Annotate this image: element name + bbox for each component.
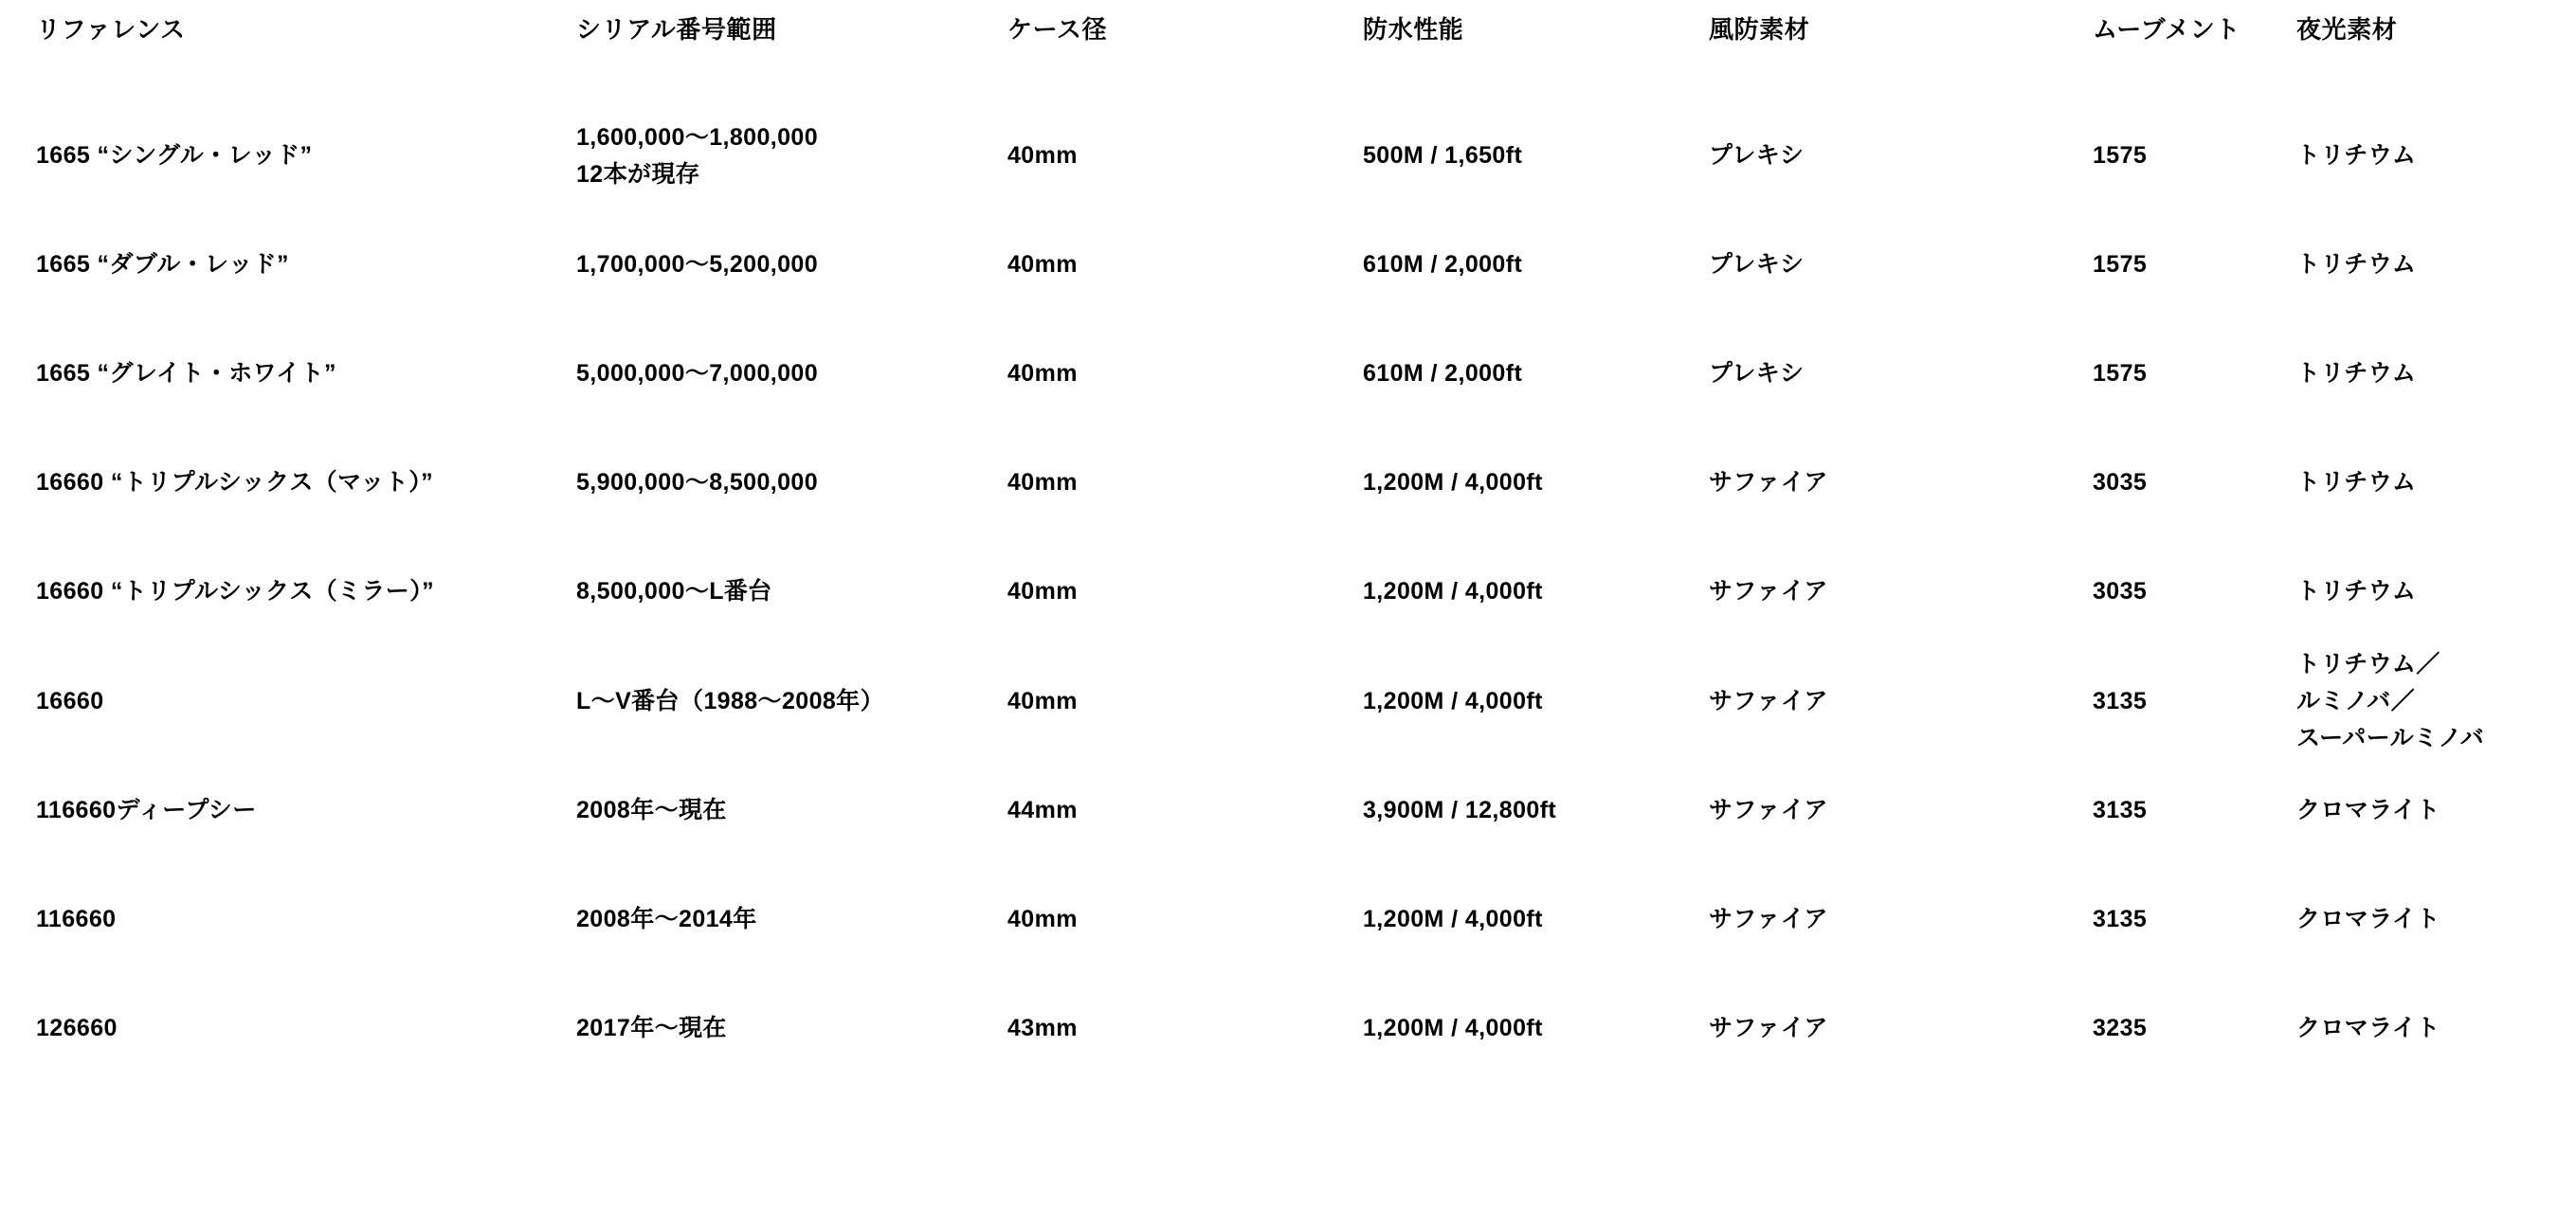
- cell-case-size: [1007, 865, 1363, 974]
- cell-line: 610M / 2,000ft: [1363, 360, 1523, 388]
- cell-line: 1,200M / 4,000ft: [1363, 1015, 1543, 1042]
- cell-case-size: [1007, 756, 1363, 865]
- cell-line: 3135: [2093, 687, 2148, 714]
- cell-movement: [2093, 101, 2296, 210]
- cell-text: [2296, 246, 2557, 283]
- cell-text: [1709, 355, 2093, 392]
- cell-reference: [36, 974, 576, 1083]
- cell-text: [1709, 901, 2093, 938]
- cell-serial-range: [576, 974, 1007, 1083]
- cell-text: [2093, 901, 2296, 938]
- cell-text: [36, 573, 576, 610]
- cell-text: [576, 901, 1007, 938]
- cell-line: 1665 “グレイト・ホワイト”: [36, 360, 336, 388]
- cell-text: [36, 246, 576, 283]
- cell-text: [1007, 246, 1363, 283]
- cell-line: 40mm: [1007, 360, 1078, 388]
- cell-text: [576, 573, 1007, 610]
- cell-text: [1363, 683, 1709, 720]
- cell-line: 1575: [2093, 360, 2148, 388]
- cell-line: 2008年〜現在: [576, 797, 727, 824]
- cell-line: 40mm: [1007, 578, 1078, 605]
- table-row: [36, 210, 2557, 319]
- cell-crystal: [1709, 865, 2093, 974]
- cell-line: 126660: [36, 1015, 118, 1042]
- cell-line: 1575: [2093, 142, 2148, 170]
- cell-serial-range: [576, 865, 1007, 974]
- cell-text: [2093, 683, 2296, 720]
- table-header-row: [36, 13, 2557, 101]
- cell-line: L〜V番台（1988〜2008年）: [576, 687, 884, 714]
- cell-serial-range: [576, 646, 1007, 756]
- cell-line: サファイア: [1709, 578, 1828, 605]
- column-header-crystal: 風防素材: [1709, 15, 1810, 44]
- cell-lume: [2296, 974, 2557, 1083]
- cell-case-size: [1007, 646, 1363, 756]
- cell-text: [2296, 1010, 2557, 1047]
- cell-text: [2093, 792, 2296, 829]
- cell-lume: [2296, 101, 2557, 210]
- cell-text: [2093, 464, 2296, 501]
- cell-serial-range: [576, 101, 1007, 210]
- cell-line: 40mm: [1007, 687, 1078, 714]
- cell-line: 16660 “トリプルシックス（ミラー）”: [36, 578, 434, 605]
- cell-line: 40mm: [1007, 142, 1078, 170]
- table-row: [36, 756, 2557, 865]
- column-header-case-size: ケース径: [1007, 15, 1108, 44]
- cell-crystal: [1709, 537, 2093, 646]
- cell-line: 2017年〜現在: [576, 1015, 727, 1042]
- cell-text: [1007, 1010, 1363, 1047]
- cell-lume: [2296, 537, 2557, 646]
- cell-line: クロマライト: [2296, 797, 2440, 824]
- cell-text: [1363, 573, 1709, 610]
- cell-water-resistance: [1363, 319, 1709, 428]
- cell-crystal: [1709, 101, 2093, 210]
- cell-lume: [2296, 210, 2557, 319]
- cell-text: [576, 119, 1007, 193]
- cell-line: 16660: [36, 687, 104, 714]
- cell-text: [576, 1010, 1007, 1047]
- cell-text: [2093, 137, 2296, 174]
- cell-line: 1665 “シングル・レッド”: [36, 142, 313, 170]
- cell-line: 1,200M / 4,000ft: [1363, 906, 1543, 933]
- cell-line: サファイア: [1709, 906, 1828, 933]
- column-header-water-resistance: 防水性能: [1363, 15, 1464, 44]
- cell-line: トリチウム: [2296, 142, 2417, 170]
- table-row: [36, 101, 2557, 210]
- cell-water-resistance: [1363, 756, 1709, 865]
- cell-water-resistance: [1363, 428, 1709, 537]
- cell-text: [2093, 355, 2296, 392]
- cell-text: [1007, 792, 1363, 829]
- cell-line: 5,900,000〜8,500,000: [576, 469, 819, 497]
- cell-text: [2296, 901, 2557, 938]
- cell-text: [2296, 646, 2557, 756]
- cell-reference: [36, 101, 576, 210]
- cell-line: 3235: [2093, 1015, 2148, 1042]
- cell-text: [1709, 137, 2093, 174]
- cell-text: [36, 137, 576, 174]
- cell-text: [1709, 1010, 2093, 1047]
- cell-line: トリチウム: [2296, 360, 2417, 388]
- cell-line: 1,200M / 4,000ft: [1363, 687, 1543, 714]
- cell-text: [1709, 573, 2093, 610]
- cell-line: トリチウム: [2296, 469, 2417, 497]
- cell-movement: [2093, 865, 2296, 974]
- cell-line: 12本が現存: [576, 160, 700, 188]
- cell-case-size: [1007, 319, 1363, 428]
- cell-line: 1575: [2093, 251, 2148, 279]
- cell-movement: [2093, 428, 2296, 537]
- cell-text: [1709, 246, 2093, 283]
- cell-line: プレキシ: [1709, 360, 1805, 388]
- cell-case-size: [1007, 428, 1363, 537]
- cell-serial-range: [576, 319, 1007, 428]
- cell-text: [576, 683, 1007, 720]
- cell-text: [576, 355, 1007, 392]
- cell-line: 3135: [2093, 906, 2148, 933]
- table-row: [36, 428, 2557, 537]
- cell-text: [36, 792, 576, 829]
- cell-line: 16660 “トリプルシックス（マット）”: [36, 469, 433, 497]
- cell-lume: [2296, 428, 2557, 537]
- cell-text: [2093, 573, 2296, 610]
- cell-lume: [2296, 865, 2557, 974]
- cell-water-resistance: [1363, 210, 1709, 319]
- table-row: [36, 974, 2557, 1083]
- cell-text: [36, 901, 576, 938]
- cell-line: 40mm: [1007, 469, 1078, 497]
- cell-line: サファイア: [1709, 469, 1828, 497]
- table-row: [36, 537, 2557, 646]
- cell-serial-range: [576, 756, 1007, 865]
- cell-text: [2296, 137, 2557, 174]
- cell-line: 3035: [2093, 469, 2148, 497]
- cell-crystal: [1709, 756, 2093, 865]
- cell-line: 43mm: [1007, 1015, 1078, 1042]
- cell-serial-range: [576, 428, 1007, 537]
- cell-line: プレキシ: [1709, 251, 1805, 279]
- cell-water-resistance: [1363, 101, 1709, 210]
- cell-text: [1363, 1010, 1709, 1047]
- cell-line: プレキシ: [1709, 142, 1805, 170]
- cell-reference: [36, 428, 576, 537]
- cell-line: スーパールミノバ: [2296, 724, 2485, 751]
- cell-line: 1,200M / 4,000ft: [1363, 578, 1543, 605]
- cell-text: [1007, 355, 1363, 392]
- cell-reference: [36, 756, 576, 865]
- cell-serial-range: [576, 210, 1007, 319]
- cell-line: ルミノバ／: [2296, 687, 2416, 714]
- cell-lume: [2296, 319, 2557, 428]
- cell-reference: [36, 537, 576, 646]
- cell-water-resistance: [1363, 646, 1709, 756]
- cell-reference: [36, 210, 576, 319]
- cell-line: 2008年〜2014年: [576, 906, 757, 933]
- cell-water-resistance: [1363, 974, 1709, 1083]
- cell-line: 116660ディープシー: [36, 797, 257, 824]
- cell-reference: [36, 319, 576, 428]
- cell-lume: [2296, 646, 2557, 756]
- cell-line: サファイア: [1709, 687, 1828, 714]
- cell-reference: [36, 865, 576, 974]
- cell-crystal: [1709, 646, 2093, 756]
- cell-text: [1007, 683, 1363, 720]
- cell-line: トリチウム: [2296, 578, 2417, 605]
- cell-text: [36, 464, 576, 501]
- cell-text: [36, 683, 576, 720]
- cell-text: [1363, 901, 1709, 938]
- cell-line: 44mm: [1007, 797, 1078, 824]
- cell-text: [576, 246, 1007, 283]
- cell-text: [1007, 573, 1363, 610]
- cell-reference: [36, 646, 576, 756]
- cell-text: [2296, 464, 2557, 501]
- cell-text: [1363, 137, 1709, 174]
- cell-case-size: [1007, 537, 1363, 646]
- cell-line: 1,600,000〜1,800,000: [576, 123, 819, 151]
- cell-line: 1,700,000〜5,200,000: [576, 251, 819, 279]
- cell-line: サファイア: [1709, 1015, 1828, 1042]
- cell-text: [576, 792, 1007, 829]
- cell-text: [1363, 246, 1709, 283]
- cell-case-size: [1007, 101, 1363, 210]
- cell-line: 8,500,000〜L番台: [576, 578, 772, 605]
- cell-lume: [2296, 756, 2557, 865]
- cell-text: [576, 464, 1007, 501]
- cell-line: 1665 “ダブル・レッド”: [36, 251, 289, 279]
- cell-water-resistance: [1363, 537, 1709, 646]
- cell-text: [36, 1010, 576, 1047]
- column-header-serial-range: シリアル番号範囲: [576, 15, 777, 44]
- column-header-movement: ムーブメント: [2093, 15, 2240, 44]
- cell-line: 5,000,000〜7,000,000: [576, 360, 819, 388]
- cell-case-size: [1007, 974, 1363, 1083]
- cell-line: クロマライト: [2296, 1015, 2440, 1042]
- cell-text: [1363, 464, 1709, 501]
- cell-line: クロマライト: [2296, 906, 2440, 933]
- cell-text: [1007, 901, 1363, 938]
- cell-movement: [2093, 756, 2296, 865]
- cell-line: 3,900M / 12,800ft: [1363, 797, 1557, 824]
- cell-water-resistance: [1363, 865, 1709, 974]
- cell-text: [2093, 246, 2296, 283]
- cell-text: [1709, 792, 2093, 829]
- cell-text: [36, 355, 576, 392]
- cell-line: 610M / 2,000ft: [1363, 251, 1523, 279]
- cell-text: [1709, 464, 2093, 501]
- cell-line: サファイア: [1709, 797, 1828, 824]
- cell-case-size: [1007, 210, 1363, 319]
- table-header: [36, 13, 2557, 101]
- cell-line: 500M / 1,650ft: [1363, 142, 1523, 170]
- cell-text: [1709, 683, 2093, 720]
- cell-movement: [2093, 210, 2296, 319]
- cell-movement: [2093, 974, 2296, 1083]
- cell-text: [2296, 573, 2557, 610]
- cell-text: [1007, 464, 1363, 501]
- cell-movement: [2093, 537, 2296, 646]
- cell-line: 116660: [36, 906, 117, 933]
- cell-line: トリチウム／: [2296, 651, 2440, 678]
- cell-text: [2296, 792, 2557, 829]
- cell-line: 40mm: [1007, 251, 1078, 279]
- cell-text: [2296, 355, 2557, 392]
- column-header-reference: リファレンス: [36, 15, 186, 44]
- table-body: [36, 101, 2557, 1083]
- cell-movement: [2093, 319, 2296, 428]
- cell-line: 1,200M / 4,000ft: [1363, 469, 1543, 497]
- cell-serial-range: [576, 537, 1007, 646]
- cell-crystal: [1709, 210, 2093, 319]
- watch-specification-table: [36, 13, 2557, 1083]
- cell-crystal: [1709, 319, 2093, 428]
- cell-line: 40mm: [1007, 906, 1078, 933]
- cell-crystal: [1709, 428, 2093, 537]
- cell-text: [1007, 137, 1363, 174]
- cell-crystal: [1709, 974, 2093, 1083]
- table-row: [36, 319, 2557, 428]
- cell-text: [2093, 1010, 2296, 1047]
- table-row: [36, 865, 2557, 974]
- cell-text: [1363, 792, 1709, 829]
- cell-line: 3035: [2093, 578, 2148, 605]
- cell-line: 3135: [2093, 797, 2148, 824]
- column-header-lume: 夜光素材: [2296, 15, 2398, 44]
- cell-movement: [2093, 646, 2296, 756]
- cell-text: [1363, 355, 1709, 392]
- cell-line: トリチウム: [2296, 251, 2417, 279]
- table-row: [36, 646, 2557, 756]
